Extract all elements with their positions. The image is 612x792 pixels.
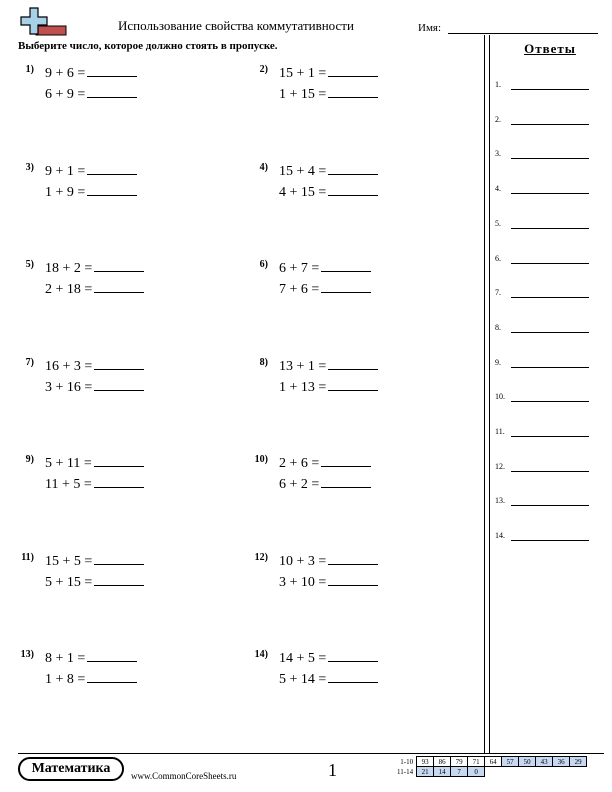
score-range-label: 1-10 bbox=[400, 757, 414, 766]
equation-text: 18 + 2 = bbox=[45, 261, 93, 276]
equation-text: 15 + 4 = bbox=[279, 163, 327, 179]
score-cell: 21 bbox=[417, 767, 434, 777]
page-number: 1 bbox=[328, 760, 337, 780]
answer-number: 5. bbox=[495, 218, 501, 228]
answer-blank[interactable] bbox=[321, 259, 371, 272]
score-cell: 43 bbox=[536, 757, 553, 767]
problem-item bbox=[18, 649, 238, 697]
answer-blank[interactable] bbox=[511, 540, 589, 541]
answer-blank[interactable] bbox=[328, 162, 378, 175]
instructions: Выберите число, которое должно стоять в пропуске. bbox=[18, 40, 278, 52]
score-cell: 14 bbox=[434, 767, 451, 777]
equation bbox=[45, 64, 137, 82]
answer-blank[interactable] bbox=[328, 183, 378, 196]
equation bbox=[45, 85, 137, 103]
answer-row bbox=[495, 358, 595, 372]
answer-blank[interactable] bbox=[321, 280, 371, 293]
answer-number: 12. bbox=[495, 461, 505, 471]
equation-text: 6 + 2 = bbox=[279, 477, 320, 492]
plus-logo-icon bbox=[18, 6, 70, 36]
answer-blank[interactable] bbox=[328, 573, 378, 586]
score-cell: 93 bbox=[417, 757, 434, 767]
problem-number: 1) bbox=[25, 64, 34, 75]
answer-blank[interactable] bbox=[94, 454, 144, 467]
equation bbox=[279, 85, 378, 103]
equation-text: 2 + 6 = bbox=[279, 456, 320, 471]
equation bbox=[279, 454, 371, 472]
answer-row bbox=[495, 496, 595, 510]
equation-text: 8 + 1 = bbox=[45, 651, 86, 666]
problem-number: 11) bbox=[21, 551, 34, 563]
equation-text: 5 + 14 = bbox=[279, 672, 327, 687]
problem-item bbox=[18, 357, 238, 405]
answer-blank[interactable] bbox=[511, 263, 589, 264]
equation bbox=[45, 475, 144, 493]
equation-text: 4 + 15 = bbox=[279, 184, 327, 200]
equation bbox=[45, 670, 137, 688]
answer-number: 6. bbox=[495, 253, 501, 263]
equation-text: 3 + 10 = bbox=[279, 574, 327, 590]
answer-number: 11. bbox=[495, 427, 505, 436]
problem-number: 6) bbox=[259, 259, 268, 270]
problem-item bbox=[252, 454, 472, 502]
name-label: Имя: bbox=[418, 22, 442, 34]
answer-row bbox=[495, 219, 595, 233]
answer-row bbox=[495, 184, 595, 198]
answer-number: 7. bbox=[495, 288, 501, 298]
answer-number: 10. bbox=[495, 392, 505, 402]
answer-blank[interactable] bbox=[321, 475, 371, 488]
equation bbox=[45, 259, 144, 277]
score-cell: 57 bbox=[502, 757, 519, 767]
answer-blank[interactable] bbox=[94, 378, 144, 391]
score-cell: 50 bbox=[519, 757, 536, 767]
page-title: Использование свойства коммутативности bbox=[118, 18, 354, 33]
equation-text: 9 + 6 = bbox=[45, 66, 86, 81]
answer-number: 9. bbox=[495, 357, 501, 367]
answer-number: 13. bbox=[495, 496, 505, 506]
answers-title: Ответы bbox=[524, 41, 576, 56]
answer-number: 8. bbox=[495, 322, 501, 332]
answer-row bbox=[495, 254, 595, 268]
equation bbox=[279, 280, 371, 298]
problem-item bbox=[18, 552, 238, 600]
score-row bbox=[395, 767, 587, 777]
answer-row bbox=[495, 323, 595, 337]
equation-text: 10 + 3 = bbox=[279, 553, 327, 569]
equation-text: 1 + 8 = bbox=[45, 672, 86, 687]
equation-text: 1 + 13 = bbox=[279, 379, 327, 395]
score-cell: 29 bbox=[570, 757, 587, 767]
answer-blank[interactable] bbox=[511, 505, 589, 506]
equation bbox=[45, 183, 137, 201]
equation bbox=[45, 162, 137, 180]
equation bbox=[279, 162, 378, 180]
answer-blank[interactable] bbox=[328, 378, 378, 391]
score-cell: 79 bbox=[451, 757, 468, 767]
answer-row bbox=[495, 288, 595, 302]
answer-blank[interactable] bbox=[94, 573, 144, 586]
equation bbox=[279, 649, 378, 667]
answer-blank[interactable] bbox=[511, 436, 589, 437]
equation-text: 14 + 5 = bbox=[279, 651, 327, 666]
equation bbox=[279, 259, 371, 277]
answer-row bbox=[495, 392, 595, 406]
answer-blank[interactable] bbox=[87, 649, 137, 662]
answer-blank[interactable] bbox=[328, 552, 378, 565]
score-cell: 71 bbox=[468, 757, 485, 767]
answer-blank[interactable] bbox=[511, 367, 589, 368]
equation-text: 6 + 7 = bbox=[279, 261, 320, 276]
answer-number: 2. bbox=[495, 114, 501, 124]
answer-blank[interactable] bbox=[321, 454, 371, 467]
answer-blank[interactable] bbox=[87, 670, 137, 683]
equation bbox=[45, 280, 144, 298]
answer-blank[interactable] bbox=[511, 158, 589, 159]
answer-row bbox=[495, 427, 595, 441]
answer-blank[interactable] bbox=[328, 670, 378, 683]
equation-text: 9 + 1 = bbox=[45, 163, 86, 179]
answer-blank[interactable] bbox=[328, 357, 378, 370]
answer-row bbox=[495, 531, 595, 545]
equation-text: 1 + 9 = bbox=[45, 184, 86, 200]
answer-blank[interactable] bbox=[94, 259, 144, 272]
problem-item bbox=[18, 64, 238, 112]
equation bbox=[45, 573, 144, 591]
problem-number: 8) bbox=[259, 356, 268, 368]
equation bbox=[279, 64, 378, 82]
answer-blank[interactable] bbox=[511, 124, 589, 125]
answer-blank[interactable] bbox=[94, 357, 144, 370]
equation-text: 11 + 5 = bbox=[45, 477, 92, 492]
answer-blank[interactable] bbox=[87, 64, 137, 77]
equation-text: 7 + 6 = bbox=[279, 282, 320, 297]
answer-blank[interactable] bbox=[328, 649, 378, 662]
answer-blank[interactable] bbox=[94, 475, 144, 488]
answer-number: 4. bbox=[495, 184, 501, 194]
problem-number: 3) bbox=[25, 161, 34, 173]
site-url: www.CommonCoreSheets.ru bbox=[131, 771, 237, 781]
problem-item bbox=[252, 357, 472, 405]
score-cell: 36 bbox=[553, 757, 570, 767]
equation-text: 2 + 18 = bbox=[45, 282, 93, 297]
equation bbox=[279, 475, 371, 493]
answer-blank[interactable] bbox=[511, 89, 589, 90]
equation bbox=[45, 552, 144, 570]
problem-item bbox=[252, 649, 472, 697]
name-field[interactable] bbox=[448, 33, 598, 34]
answer-number: 14. bbox=[495, 531, 505, 541]
answer-blank[interactable] bbox=[511, 228, 589, 229]
problem-number: 2) bbox=[259, 64, 268, 75]
subject-badge: Математика bbox=[18, 757, 124, 781]
problem-number: 12) bbox=[254, 551, 268, 563]
equation-text: 5 + 15 = bbox=[45, 574, 93, 590]
answer-blank[interactable] bbox=[511, 297, 589, 298]
equation-text: 5 + 11 = bbox=[45, 456, 92, 471]
equation-text: 16 + 3 = bbox=[45, 358, 93, 374]
answer-row bbox=[495, 462, 595, 476]
problem-item bbox=[252, 162, 472, 210]
answer-blank[interactable] bbox=[511, 471, 589, 472]
equation bbox=[279, 552, 378, 570]
answer-blank[interactable] bbox=[511, 193, 589, 194]
problem-item bbox=[252, 259, 472, 307]
score-cell: 64 bbox=[485, 757, 502, 767]
problem-number: 5) bbox=[25, 259, 34, 270]
score-table bbox=[395, 756, 587, 777]
answer-row bbox=[495, 80, 595, 94]
answer-blank[interactable] bbox=[328, 85, 378, 98]
equation bbox=[45, 454, 144, 472]
problem-item bbox=[252, 552, 472, 600]
equation-text: 6 + 9 = bbox=[45, 87, 86, 102]
equation bbox=[45, 378, 144, 396]
score-row bbox=[395, 757, 587, 767]
answer-number: 1. bbox=[495, 80, 501, 89]
footer-divider bbox=[18, 753, 604, 754]
problem-item bbox=[18, 259, 238, 307]
problem-number: 7) bbox=[25, 356, 34, 368]
problem-number: 4) bbox=[259, 161, 268, 173]
problem-number: 10) bbox=[254, 454, 268, 465]
equation-text: 15 + 1 = bbox=[279, 66, 327, 81]
answer-blank[interactable] bbox=[511, 332, 589, 333]
score-range-label: 11-14 bbox=[397, 767, 414, 776]
answer-blank[interactable] bbox=[87, 183, 137, 196]
equation-text: 1 + 15 = bbox=[279, 87, 327, 102]
answer-blank[interactable] bbox=[87, 85, 137, 98]
problem-number: 14) bbox=[254, 649, 268, 660]
equation bbox=[279, 573, 378, 591]
problem-number: 13) bbox=[20, 649, 34, 660]
answer-blank[interactable] bbox=[328, 64, 378, 77]
score-cell: 86 bbox=[434, 757, 451, 767]
answer-blank[interactable] bbox=[94, 280, 144, 293]
problem-number: 9) bbox=[25, 454, 34, 465]
problem-item bbox=[18, 162, 238, 210]
equation bbox=[45, 649, 137, 667]
equation bbox=[279, 670, 378, 688]
answer-blank[interactable] bbox=[87, 162, 137, 175]
equation bbox=[279, 357, 378, 375]
equation bbox=[279, 378, 378, 396]
answer-number: 3. bbox=[495, 149, 501, 159]
column-divider bbox=[484, 35, 490, 753]
answer-row bbox=[495, 115, 595, 129]
equation bbox=[279, 183, 378, 201]
answer-row bbox=[495, 149, 595, 163]
equation bbox=[45, 357, 144, 375]
equation-text: 3 + 16 = bbox=[45, 379, 93, 395]
score-cell: 0 bbox=[468, 767, 485, 777]
problem-item bbox=[252, 64, 472, 112]
equation-text: 13 + 1 = bbox=[279, 358, 327, 374]
answer-blank[interactable] bbox=[511, 401, 589, 402]
problem-item bbox=[18, 454, 238, 502]
score-cell: 7 bbox=[451, 767, 468, 777]
answer-blank[interactable] bbox=[94, 552, 144, 565]
equation-text: 15 + 5 = bbox=[45, 553, 93, 569]
